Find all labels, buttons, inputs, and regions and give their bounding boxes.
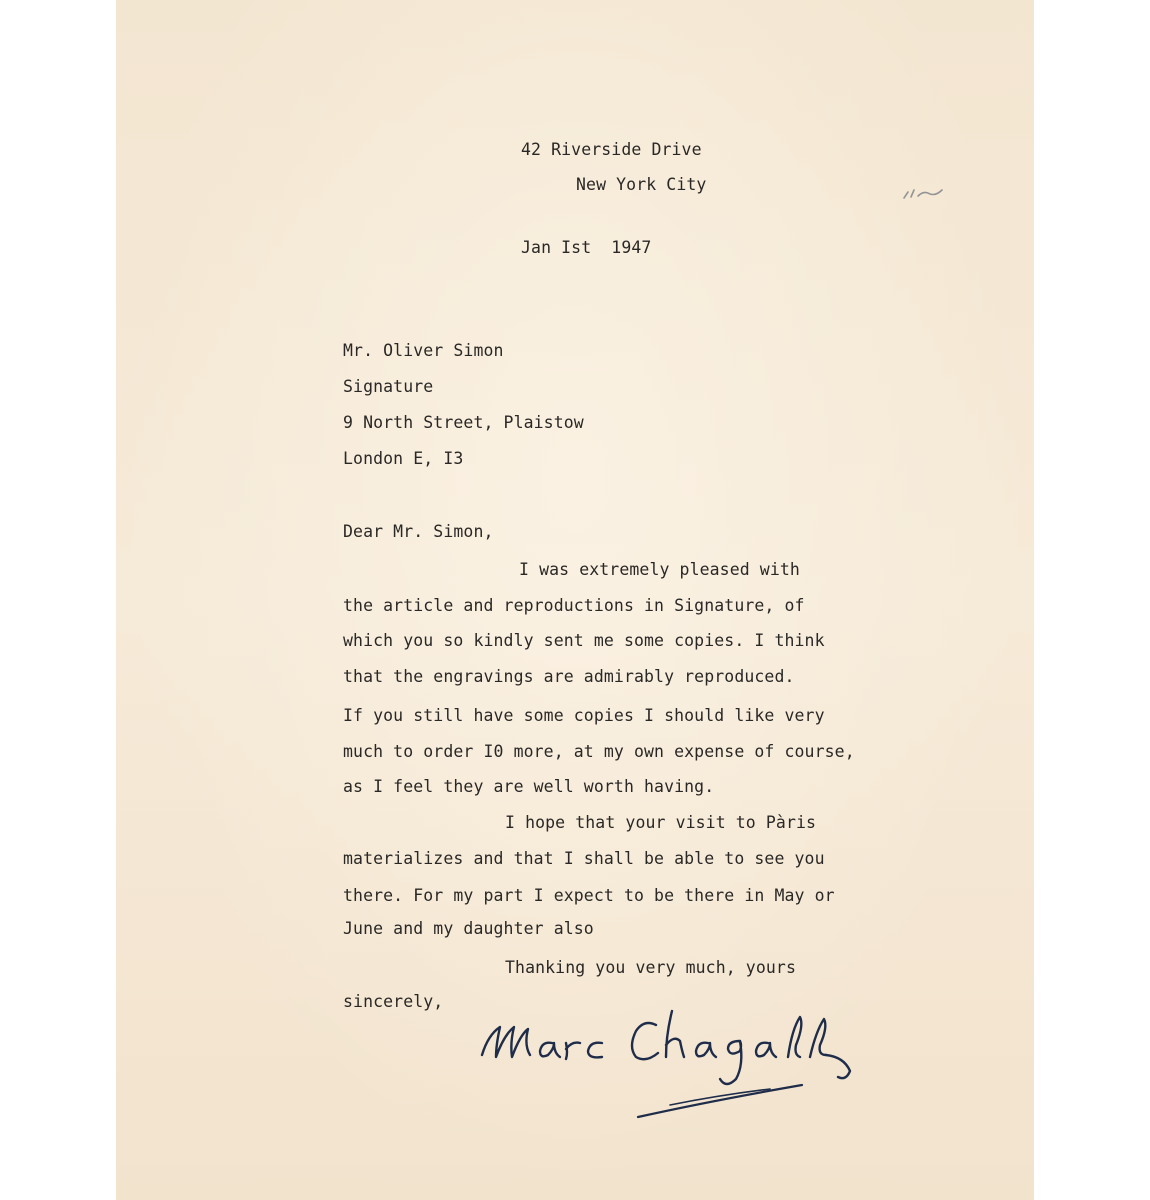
address-line-1: 42 Riverside Drive xyxy=(521,140,702,159)
ink-mark xyxy=(898,178,958,206)
body-line: June and my daughter also xyxy=(343,919,594,938)
body-line: that the engravings are admirably reproduced. xyxy=(343,667,795,686)
body-line: as I feel they are well worth having. xyxy=(343,777,715,796)
letter-date: Jan Ist 1947 xyxy=(521,238,652,257)
body-line: If you still have some copies I should like very xyxy=(343,706,825,725)
body-line: materializes and that I shall be able to see you xyxy=(343,849,825,868)
body-line: the article and reproductions in Signature, of xyxy=(343,596,805,615)
body-line: which you so kindly sent me some copies. I think xyxy=(343,631,825,650)
recipient-city: London E, I3 xyxy=(343,449,464,468)
recipient-street: 9 North Street, Plaistow xyxy=(343,413,584,432)
body-line: I hope that your visit to Pàris xyxy=(505,813,817,832)
body-line: there. For my part I expect to be there in May or xyxy=(343,886,835,905)
signature-marc-chagall xyxy=(470,1005,890,1130)
recipient-name: Mr. Oliver Simon xyxy=(343,341,504,360)
address-line-2: New York City xyxy=(576,175,707,194)
salutation: Dear Mr. Simon, xyxy=(343,522,494,541)
body-line: I was extremely pleased with xyxy=(519,560,800,579)
body-line: much to order I0 more, at my own expense of course, xyxy=(343,742,855,761)
recipient-organization: Signature xyxy=(343,377,434,396)
closing: sincerely, xyxy=(343,992,444,1011)
body-line: Thanking you very much, yours xyxy=(505,958,796,977)
